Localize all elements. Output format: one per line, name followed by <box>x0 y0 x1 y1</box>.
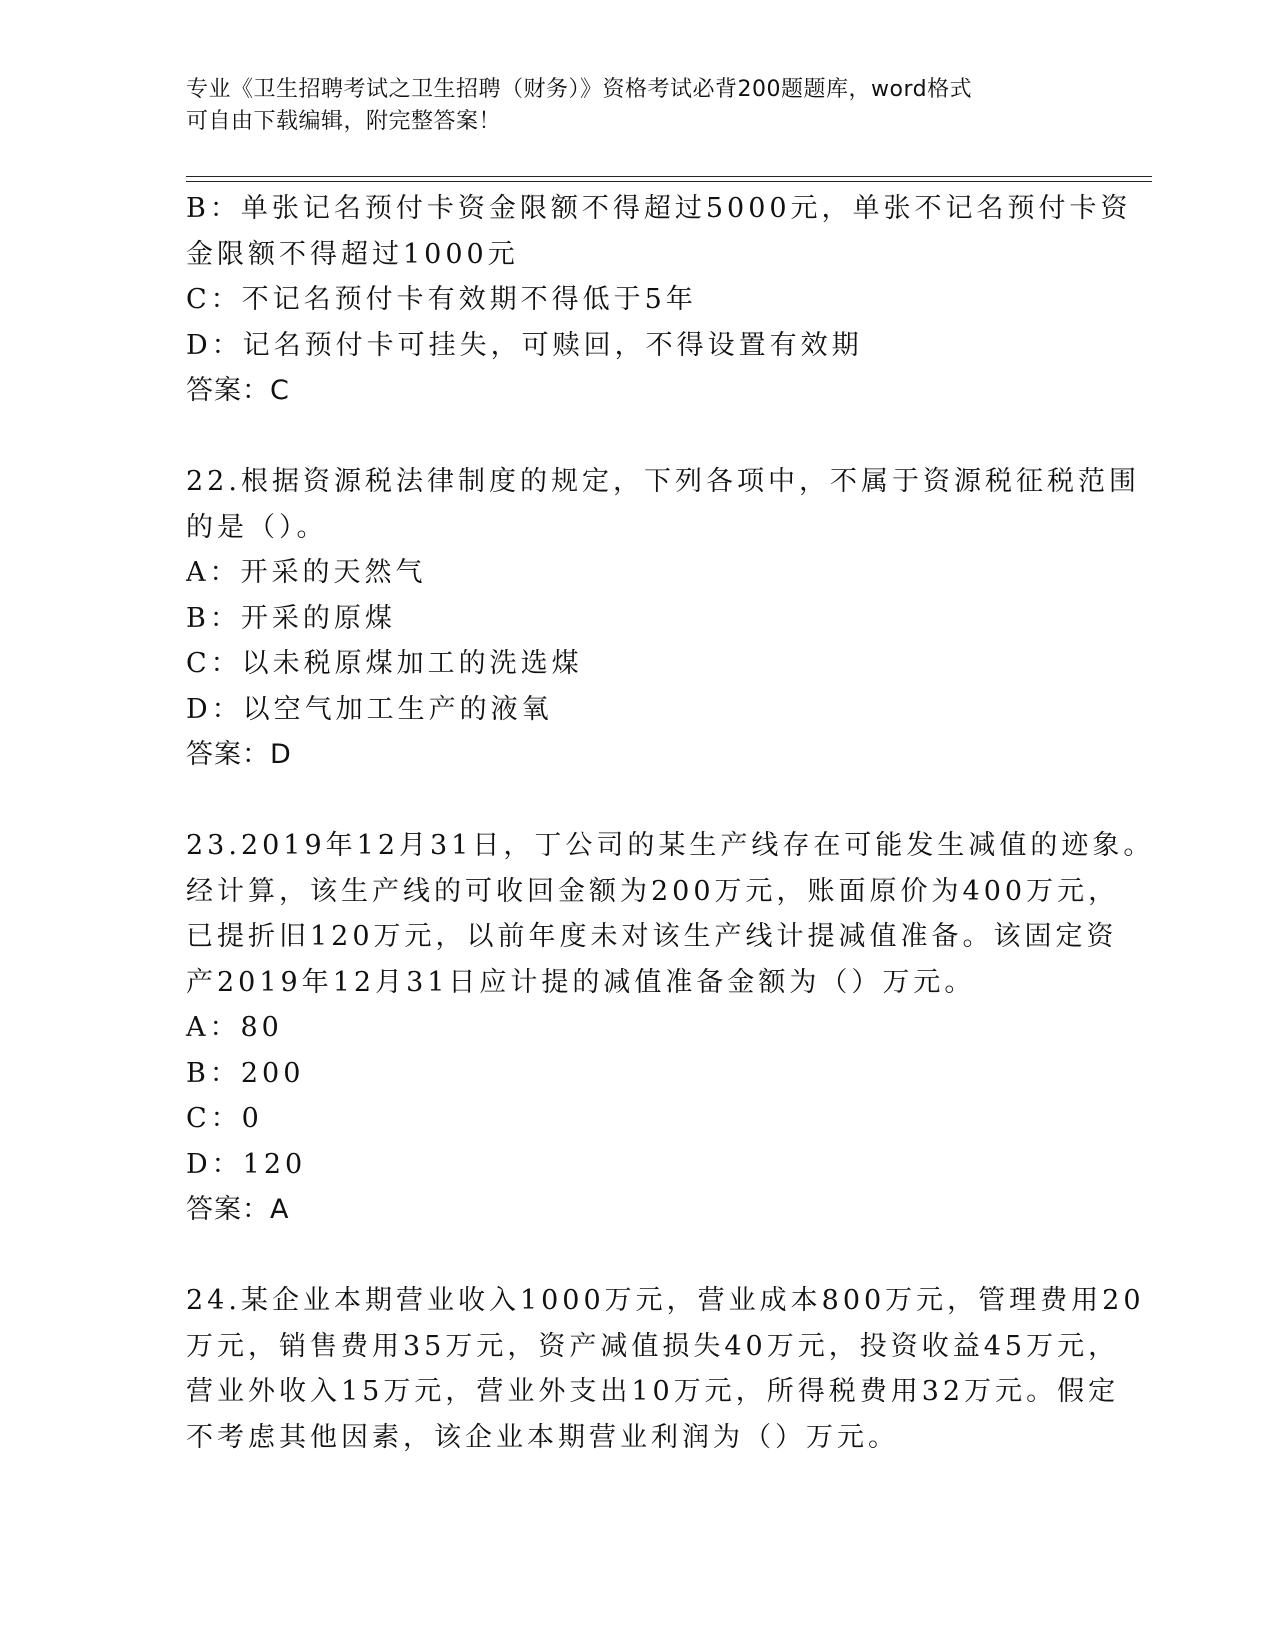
header-line-2: 可自由下载编辑，附完整答案！ <box>186 109 502 134</box>
question-stem-line-3: 营业外收入15万元，营业外支出10万元，所得税费用32万元。假定 <box>186 1376 1120 1407</box>
spacer <box>186 1233 1066 1279</box>
question-21-tail <box>186 186 1132 414</box>
question-stem-line-3: 已提折旧120万元，以前年度未对该生产线计提减值准备。该固定资 <box>186 921 1118 952</box>
option-d: D：120 <box>186 1148 307 1180</box>
option-c: C：不记名预付卡有效期不得低于5年 <box>186 284 697 315</box>
option-b: B：开采的原煤 <box>186 602 396 634</box>
question-stem-line-1: 22.根据资源税法律制度的规定，下列各项中，不属于资源税征税范围 <box>186 466 1140 497</box>
option-b-line-1: B：单张记名预付卡资金限额不得超过5000元，单张不记名预付卡资 <box>186 193 1132 224</box>
option-a: A：开采的天然气 <box>186 557 427 588</box>
option-d: D：以空气加工生产的液氧 <box>186 693 553 725</box>
question-stem-line-2: 的是（）。 <box>186 511 328 543</box>
option-a: A：80 <box>186 1012 283 1043</box>
question-stem-line-1: 23.2019年12月31日，丁公司的某生产线存在可能发生减值的迹象。 <box>186 830 1155 861</box>
question-stem-line-2: 万元，销售费用35万元，资产减值损失40万元，投资收益45万元， <box>186 1330 1120 1362</box>
question-23 <box>186 823 1155 1233</box>
option-c: C：0 <box>186 1103 263 1134</box>
question-stem-line-4: 产2019年12月31日应计提的减值准备金额为（）万元。 <box>186 966 976 998</box>
question-stem-line-1: 24.某企业本期营业收入1000万元，营业成本800万元，管理费用20 <box>186 1285 1145 1316</box>
option-b-line-2: 金限额不得超过1000元 <box>186 238 519 270</box>
document-header <box>186 74 1086 138</box>
answer: 答案：A <box>186 1194 290 1225</box>
question-list <box>186 186 1155 1460</box>
header-line-1: 专业《卫生招聘考试之卫生招聘（财务）》资格考试必背200题题库，word格式 <box>186 77 973 102</box>
answer: 答案：D <box>186 739 292 770</box>
option-b: B：200 <box>186 1057 305 1089</box>
spacer <box>186 778 1066 824</box>
question-24 <box>186 1278 1145 1460</box>
question-stem-line-2: 经计算，该生产线的可收回金额为200万元，账面原价为400万元， <box>186 875 1120 907</box>
answer: 答案：C <box>186 375 290 406</box>
option-c: C：以未税原煤加工的洗选煤 <box>186 648 583 679</box>
spacer <box>186 414 1066 460</box>
header-divider <box>186 176 1152 182</box>
question-22 <box>186 459 1140 778</box>
option-d: D：记名预付卡可挂失，可赎回，不得设置有效期 <box>186 329 863 361</box>
question-stem-line-4: 不考虑其他因素，该企业本期营业利润为（）万元。 <box>186 1421 899 1453</box>
